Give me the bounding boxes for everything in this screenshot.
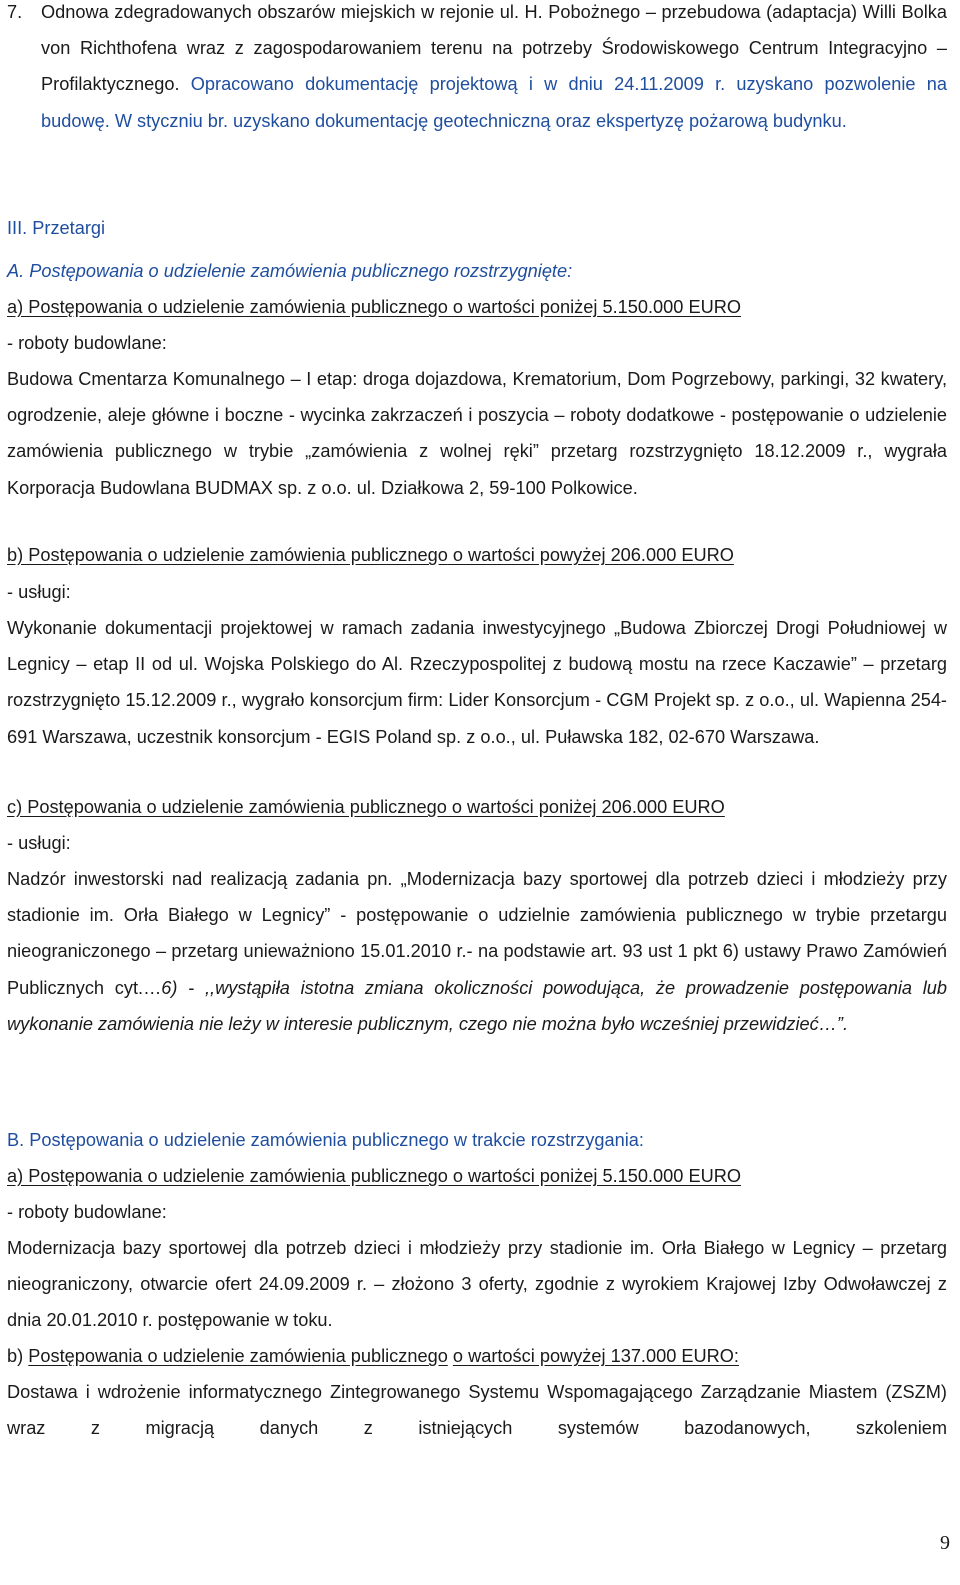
section-a-a-heading (7, 289, 947, 325)
section-b-a-heading-text: a) Postępowania o udzielenie zamówienia publicznego o wartości poniżej 5.150.000 EURO (7, 1166, 742, 1186)
section-a-b-type: - usługi: (7, 582, 71, 602)
section-b-b-text: Dostawa i wdrożenie informatycznego Zintegrowanego Systemu Wspomagającego Zarządzanie Miastem (ZSZM) wraz z migracją danych z istniejących systemów bazodanowych, szkoleniem (7, 1382, 947, 1439)
section-a-heading-text: A. Postępowania o udzielenie zamówienia publicznego rozstrzygnięte: (7, 261, 573, 281)
section-b-heading: B. Postępowania o udzielenie zamówienia publicznego w trakcie rozstrzygania: (7, 1130, 644, 1150)
section-a-b-heading-b: o wartości powyżej 206.000 EURO (447, 545, 734, 565)
page-number: 9 (940, 1532, 950, 1554)
section-a-c-text-b: 6) - ,,wystąpiła istotna zmiana okoliczności powodująca, że prowadzenie postępowania lub wykonanie zamówienia nie leży w interesie publicznym, czego nie można było wcześniej przewidzieć…”. (7, 977, 947, 1034)
section-b-b-heading-b: o wartości powyżej 137.000 EURO: (452, 1346, 739, 1366)
section-a-b-text: Wykonanie dokumentacji projektowej w ramach zadania inwestycyjnego „Budowa Zbiorczej Drogi Południowej w Legnicy – etap II od ul. Wojska Polskiego do Al. Rzeczypospolitej z budową mostu na rzece Kaczawie” – przetarg rozstrzygnięto 15.12.2009 r., wygrało konsorcjum firm: Lider Konsorcjum - CGM Projekt sp. z o.o., ul. Wapienna 254-691 Warszawa, uczestnik konsorcjum - EGIS Poland sp. z o.o., ul. Puławska 182, 02-670 Warszawa. (7, 618, 947, 747)
section-b-a-heading (7, 1158, 947, 1194)
section-a-b-heading-a: b) Postępowania o udzielenie zamówienia publicznego (7, 545, 448, 565)
section-b-a-text: Modernizacja bazy sportowej dla potrzeb dzieci i młodzieży przy stadionie im. Orła Białego w Legnicy – przetarg nieograniczony, otwarcie ofert 24.09.2009 r. – złożono 3 oferty, zgodnie z wyrokiem Krajowej Izby Odwoławczej z dnia 20.01.2010 r. postępowanie w toku. (7, 1238, 947, 1331)
section-b-b-heading-a: Postępowania o udzielenie zamówienia publicznego (28, 1346, 448, 1366)
przetargi-heading: III. Przetargi (7, 218, 106, 238)
section-b-b-prefix: b) (7, 1346, 29, 1366)
section-b-a-type: - roboty budowlane: (7, 1202, 167, 1222)
section-7-item (7, 0, 947, 139)
section-7-text-a: Odnowa zdegradowanych obszarów miejskich w rejonie ul. H. Pobożnego – przebudowa (adaptacja) Willi Bolka von Richthofena wraz z zagospodarowaniem terenu na potrzeby Środowiskowego Centrum Integracyjno – Profilaktycznego. (41, 2, 947, 95)
section-a-c-heading (7, 789, 947, 825)
section-a-c-heading-text: c) Postępowania o udzielenie zamówienia publicznego o wartości poniżej 206.000 EURO (7, 797, 725, 817)
section-b-b-heading (7, 1338, 947, 1374)
section-a-c-text (7, 861, 947, 1042)
section-a-c-type: - usługi: (7, 833, 71, 853)
section-a-a-type: - roboty budowlane: (7, 333, 167, 353)
item-number: 7. (7, 2, 23, 22)
section-a-c-text-a: Nadzór inwestorski nad realizacją zadania pn. „Modernizacja bazy sportowej dla potrzeb dzieci i młodzieży przy stadionie im. Orła Białego w Legnicy” - postępowanie o udzielnie zamówienia publicznego w trybie przetargu nieograniczonego – przetarg unieważniono 15.01.2010 r.- na podstawie art. 93 ust 1 pkt 6) ustawy Prawo Zamówień Publicznych cyt.… (7, 869, 947, 998)
section-a-b-heading (7, 537, 947, 573)
section-a-heading (7, 253, 947, 289)
section-a-a-heading-text: a) Postępowania o udzielenie zamówienia publicznego o wartości poniżej 5.150.000 EURO (7, 297, 742, 317)
section-7-text-b: Opracowano dokumentację projektową i w dniu 24.11.2009 r. uzyskano pozwolenie na budowę. W styczniu br. uzyskano dokumentację geotechniczną oraz ekspertyzę pożarową budynku. (41, 74, 948, 131)
section-7-text (41, 0, 947, 139)
section-a-a-text: Budowa Cmentarza Komunalnego – I etap: droga dojazdowa, Krematorium, Dom Pogrzebowy, parkingi, 32 kwatery, ogrodzenie, aleje główne i boczne - wycinka zakrzaczeń i poszycia – roboty dodatkowe - postępowanie o udzielenie zamówienia publicznego w trybie „zamówienia z wolnej ręki” przetarg rozstrzygnięto 18.12.2009 r., wygrała Korporacja Budowlana BUDMAX sp. z o.o. ul. Działkowa 2, 59-100 Polkowice. (7, 369, 947, 498)
